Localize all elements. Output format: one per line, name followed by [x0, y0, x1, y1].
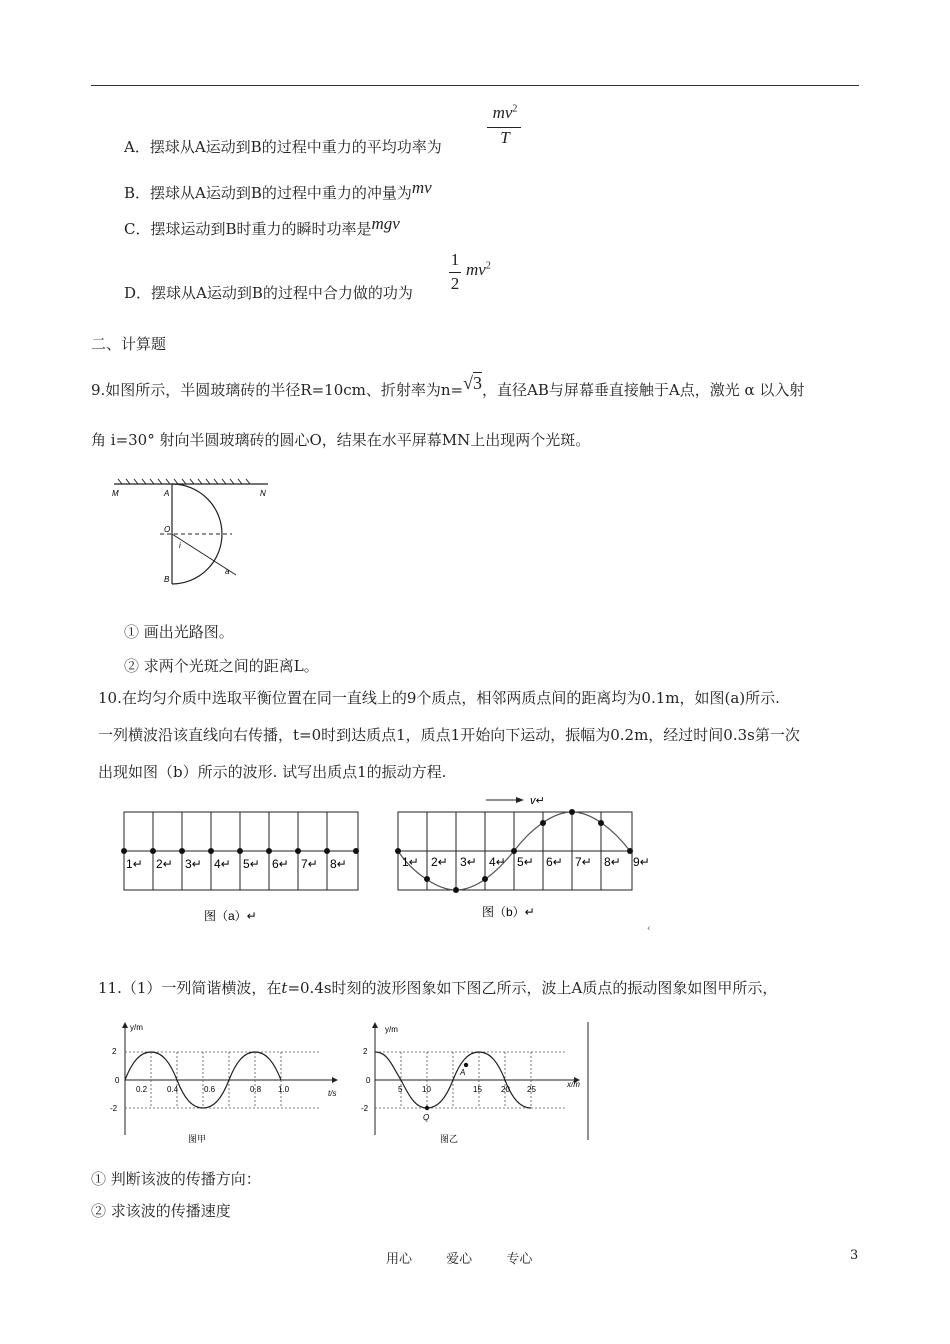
svg-text:3↵: 3↵ [460, 855, 477, 869]
svg-text:-2: -2 [110, 1104, 118, 1113]
q10a-dot-2 [150, 848, 156, 854]
svg-text:图乙: 图乙 [440, 1134, 459, 1144]
svg-text:1.0: 1.0 [278, 1085, 290, 1094]
q9-label-N: N [260, 489, 266, 498]
svg-text:Q: Q [423, 1113, 430, 1122]
q11-graph-jia [110, 1020, 350, 1145]
stray-mark: ‹ [647, 924, 651, 934]
q10a-dot-8 [324, 848, 330, 854]
svg-text:5↵: 5↵ [517, 855, 534, 869]
svg-text:t/s: t/s [328, 1089, 337, 1098]
q10a-label-7: 7↵ [301, 857, 318, 871]
math-mgv: mgv [371, 214, 400, 233]
svg-text:0.6: 0.6 [204, 1085, 216, 1094]
page-number: 3 [850, 1248, 859, 1263]
q10-line1: 10.在均匀介质中选取平衡位置在同一直线上的9个质点，相邻两质点间的距离均为0.1m，如图(a)所示. [98, 689, 780, 707]
q10a-dot-3 [179, 848, 185, 854]
svg-text:4↵: 4↵ [489, 855, 506, 869]
svg-text:0.4: 0.4 [167, 1085, 179, 1094]
q11-sub2: ② 求该波的传播速度 [91, 1202, 231, 1220]
q10a-dot-6 [266, 848, 272, 854]
q10a-label-2: 2↵ [156, 857, 173, 871]
q10-line3: 出现如图（b）所示的波形. 试写出质点1的振动方程. [98, 763, 447, 781]
q10a-label-1: 1↵ [126, 857, 143, 871]
svg-text:-2: -2 [361, 1104, 369, 1113]
svg-text:10: 10 [422, 1085, 431, 1094]
q10a-dot-7 [295, 848, 301, 854]
svg-text:图甲: 图甲 [188, 1134, 207, 1144]
q9-label-M: M [112, 489, 119, 498]
q9-label-a: a [225, 567, 230, 576]
q9-line1: 9.如图所示，半圆玻璃砖的半径R=10cm、折射率为n=√3，直径AB与屏幕垂直接触于A点，激光 α 以入射 [91, 373, 805, 399]
svg-text:0: 0 [115, 1076, 120, 1085]
q10a-dot-4 [208, 848, 214, 854]
svg-text:9↵: 9↵ [633, 855, 650, 869]
q9-figure [108, 478, 278, 588]
svg-text:5: 5 [398, 1085, 403, 1094]
fraction-a-numerator: $mv^2$ [492, 103, 518, 122]
svg-text:8↵: 8↵ [604, 855, 621, 869]
q10-figure-a [118, 808, 378, 928]
svg-text:20: 20 [501, 1085, 510, 1094]
svg-text:1↵: 1↵ [402, 855, 419, 869]
q10a-label-6: 6↵ [272, 857, 289, 871]
q10b-v-label: v↵ [530, 795, 545, 807]
q10a-dot-1 [121, 848, 127, 854]
q9-line2: 角 i=30° 射向半圆玻璃砖的圆心O，结果在水平屏幕MN上出现两个光斑。 [91, 431, 591, 449]
svg-text:0.8: 0.8 [250, 1085, 262, 1094]
q11-graph-yi [360, 1020, 595, 1145]
footer-slogan-2: 爱心 [446, 1252, 473, 1267]
svg-text:0: 0 [366, 1076, 371, 1085]
option-a [124, 137, 442, 157]
q10-figure-b [392, 792, 662, 927]
footer [386, 1248, 532, 1267]
sqrt3: √3 [463, 373, 483, 393]
q9-sub2: ② 求两个光斑之间的距离L。 [124, 657, 319, 675]
q10a-dot-9 [353, 848, 359, 854]
svg-text:6↵: 6↵ [546, 855, 563, 869]
q10a-label-5: 5↵ [243, 857, 260, 871]
footer-slogan-3: 专心 [506, 1252, 533, 1267]
svg-text:0.2: 0.2 [136, 1085, 148, 1094]
q10a-label-3: 3↵ [185, 857, 202, 871]
fraction-d-denominator: 2 [450, 274, 460, 293]
option-b: B．摆球从A运动到B的过程中重力的冲量为mv [124, 178, 432, 202]
footer-slogan-1: 用心 [386, 1252, 413, 1267]
q10-line2: 一列横波沿该直线向右传播，t=0时到达质点1，质点1开始向下运动，振幅为0.2m，经过时间0.3s第一次 [98, 726, 800, 744]
svg-text:x/m: x/m [567, 1080, 580, 1089]
q10a-label-4: 4↵ [214, 857, 231, 871]
option-c: C．摆球运动到B时重力的瞬时功率是mgv [124, 214, 400, 238]
svg-text:7↵: 7↵ [575, 855, 592, 869]
q9-label-B: B [164, 575, 170, 584]
math-d-expr: $mv^2$ [466, 260, 491, 279]
svg-text:2: 2 [112, 1047, 117, 1056]
q11-sub1: ① 判断该波的传播方向： [91, 1170, 261, 1188]
svg-text:2↵: 2↵ [431, 855, 448, 869]
q10a-caption: 图（a）↵ [204, 909, 257, 923]
section-title: 二、计算题 [91, 335, 167, 353]
svg-text:15: 15 [473, 1085, 482, 1094]
fraction-a-denominator: T [500, 128, 510, 147]
q10b-caption: 图（b）↵ [482, 905, 535, 919]
option-d: D．摆球从A运动到B的过程中合力做的功为 [124, 284, 413, 302]
q9-label-A: A [164, 489, 170, 498]
q10a-label-8: 8↵ [330, 857, 347, 871]
option-a-text: A．摆球从A运动到B的过程中重力的平均功率为 [124, 138, 442, 156]
q9-label-i: i [179, 541, 181, 550]
header-rule [91, 85, 859, 86]
q11-point-A [464, 1063, 468, 1067]
q10a-dot-5 [237, 848, 243, 854]
fraction-d-bar [449, 272, 461, 273]
q11-point-Q [425, 1106, 429, 1110]
math-mv: mv [411, 178, 432, 197]
svg-text:y/m: y/m [385, 1025, 398, 1034]
svg-text:25: 25 [527, 1085, 536, 1094]
svg-text:2: 2 [363, 1047, 368, 1056]
svg-text:A: A [460, 1068, 466, 1077]
q9-label-O: O [164, 525, 171, 534]
q11-line1: 11.（1）一列简谐横波，在t=0.4s时刻的波形图象如下图乙所示，波上A质点的振动图象如图甲所示， [98, 979, 778, 997]
q9-sub1: ① 画出光路图。 [124, 623, 234, 641]
svg-text:y/m: y/m [130, 1023, 143, 1032]
fraction-d-numerator: 1 [450, 250, 460, 269]
